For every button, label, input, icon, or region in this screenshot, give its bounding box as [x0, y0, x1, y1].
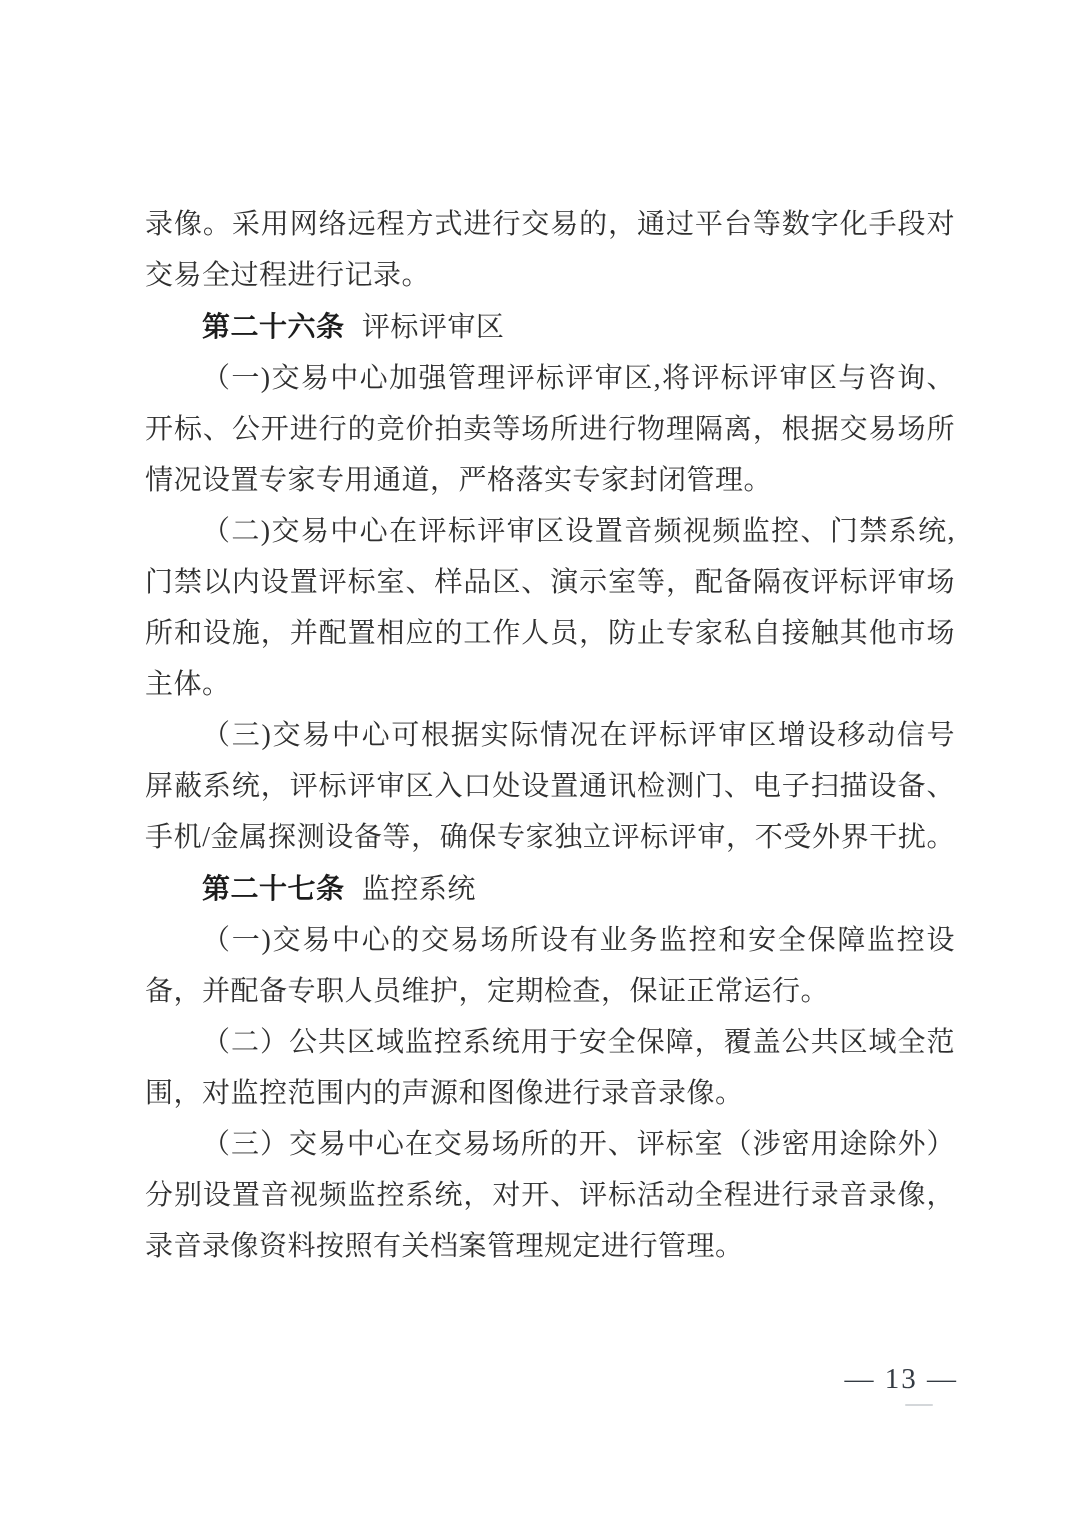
body-line: 情况设置专家专用通道，严格落实专家封闭管理。	[145, 465, 773, 496]
heading-title: 监控系统	[361, 874, 476, 905]
body-line: （二)交易中心在评标评审区设置音频视频监控、门禁系统,	[202, 516, 955, 547]
body-line: 门禁以内设置评标室、样品区、演示室等，配备隔夜评标评审场	[145, 567, 955, 598]
heading-term: 第二十七条	[202, 873, 345, 904]
body-line: 备，并配备专职人员维护，定期检查，保证正常运行。	[145, 976, 830, 1007]
body-line: （三)交易中心可根据实际情况在评标评审区增设移动信号	[202, 720, 955, 751]
heading-title: 评标评审区	[361, 312, 505, 343]
body-line: 分别设置音视频监控系统，对开、评标活动全程进行录音录像，	[145, 1180, 955, 1211]
page-number: — 13 —	[844, 1363, 958, 1395]
body-line: 交易全过程进行记录。	[145, 260, 431, 291]
scan-artifact	[905, 1404, 933, 1406]
body-line: 开标、公开进行的竞价拍卖等场所进行物理隔离，根据交易场所	[145, 414, 955, 445]
body-line: （二）公共区域监控系统用于安全保障，覆盖公共区域全范	[202, 1027, 955, 1058]
article-heading-26	[145, 301, 955, 353]
body-line: 手机/金属探测设备等，确保专家独立评标评审，不受外界干扰。	[145, 822, 955, 853]
article-heading-27	[145, 863, 955, 915]
page-content	[145, 199, 955, 1272]
body-line: 录音录像资料按照有关档案管理规定进行管理。	[145, 1231, 744, 1262]
body-line: （一)交易中心加强管理评标评审区,将评标评审区与咨询、	[202, 363, 955, 394]
heading-term: 第二十六条	[202, 311, 345, 342]
body-line: 围，对监控范围内的声源和图像进行录音录像。	[145, 1078, 744, 1109]
body-line: 屏蔽系统，评标评审区入口处设置通讯检测门、电子扫描设备、	[145, 771, 955, 802]
body-line: （一)交易中心的交易场所设有业务监控和安全保障监控设	[202, 925, 955, 956]
body-line: （三）交易中心在交易场所的开、评标室（涉密用途除外）	[202, 1129, 955, 1160]
body-line: 所和设施，并配置相应的工作人员，防止专家私自接触其他市场	[145, 618, 955, 649]
body-line: 录像。采用网络远程方式进行交易的，通过平台等数字化手段对	[145, 209, 955, 240]
body-line: 主体。	[145, 669, 231, 700]
